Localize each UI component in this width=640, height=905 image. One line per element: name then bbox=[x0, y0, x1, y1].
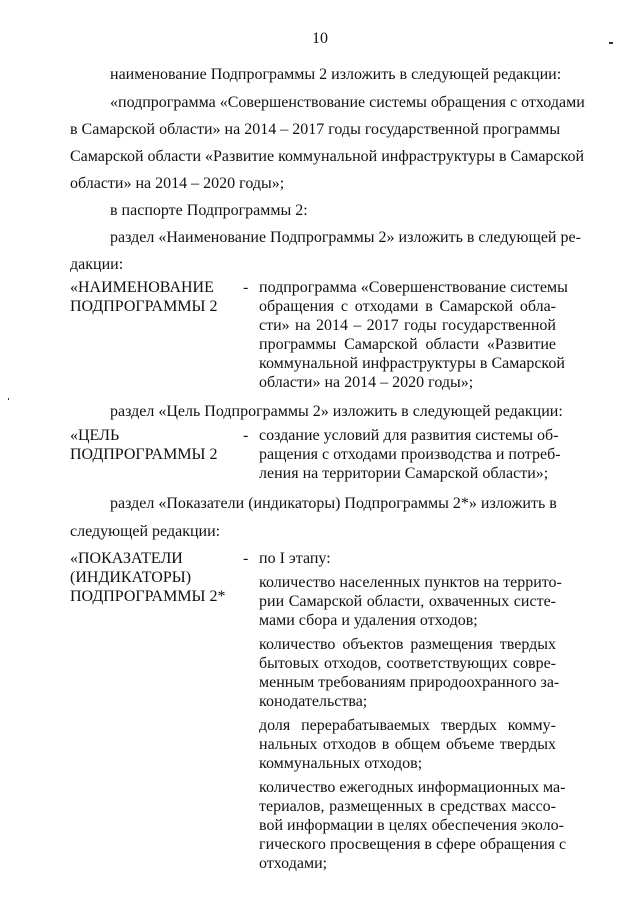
section-label: «ЦЕЛЬ bbox=[70, 427, 120, 444]
scan-speck bbox=[8, 398, 9, 400]
section-dash: - bbox=[243, 279, 249, 296]
indicator-line: менным требованиям природоохранного за- bbox=[259, 674, 560, 691]
indicator-line: отходами; bbox=[259, 855, 328, 872]
section-label: «НАИМЕНОВАНИЕ bbox=[70, 279, 214, 296]
section-value-line: ращения с отходами производства и потреб- bbox=[259, 446, 561, 463]
section-label: (ИНДИКАТОРЫ) bbox=[70, 569, 192, 586]
text-line: Самарской области «Развитие коммунальной инфраструктуры в Самарской bbox=[70, 148, 585, 165]
section-value-line: сти» на 2014 – 2017 годы государственной bbox=[259, 317, 556, 334]
section-label: ПОДПРОГРАММЫ 2* bbox=[70, 588, 226, 605]
section-value-line: подпрограмма «Совершенствование системы bbox=[259, 279, 568, 296]
indicator-line: мами сбора и удаления отходов; bbox=[259, 612, 478, 629]
section-dash: - bbox=[243, 550, 249, 567]
text-line: «подпрограмма «Совершенствование системы обращения с отходами bbox=[110, 94, 585, 111]
indicator-line: рии Самарской области, охваченных систе- bbox=[259, 593, 556, 610]
indicator-line: коммунальных отходов; bbox=[259, 755, 423, 772]
indicator-line: гического просвещения в сфере обращения с bbox=[259, 836, 567, 853]
section-label: ПОДПРОГРАММЫ 2 bbox=[70, 298, 218, 315]
page-number: 10 bbox=[312, 30, 328, 47]
indicator-line: вой информации в целях обеспечения эколо- bbox=[259, 817, 564, 834]
text-line: раздел «Наименование Подпрограммы 2» изложить в следующей ре- bbox=[110, 229, 581, 246]
text-line: области» на 2014 – 2020 годы»; bbox=[70, 175, 285, 192]
text-line: следующей редакции: bbox=[70, 523, 221, 540]
section-value-line: области» на 2014 – 2020 годы»; bbox=[259, 374, 474, 391]
section-value-line: коммунальной инфраструктуры в Самарской bbox=[259, 355, 565, 372]
indicator-line: количество ежегодных информационных ма- bbox=[259, 779, 566, 796]
scan-speck bbox=[609, 42, 613, 44]
text-line: в паспорте Подпрограммы 2: bbox=[110, 202, 308, 219]
text-line: наименование Подпрограммы 2 изложить в следующей редакции: bbox=[110, 66, 562, 83]
stage-label: по I этапу: bbox=[259, 550, 331, 567]
indicator-line: доля перерабатываемых твердых комму- bbox=[259, 717, 556, 734]
section-value-line: программы Самарской области «Развитие bbox=[259, 336, 556, 353]
text-line: раздел «Цель Подпрограммы 2» изложить в следующей редакции: bbox=[110, 403, 563, 420]
indicator-line: конодательства; bbox=[259, 693, 368, 710]
text-line: в Самарской области» на 2014 – 2017 годы государственной программы bbox=[70, 121, 561, 138]
indicator-line: нальных отходов в общем объеме твердых bbox=[259, 736, 556, 753]
text-line: раздел «Показатели (индикаторы) Подпрограммы 2*» изложить в bbox=[110, 495, 557, 512]
indicator-line: териалов, размещенных в средствах массо- bbox=[259, 798, 556, 815]
indicator-line: бытовых отходов, соответствующих совре- bbox=[259, 655, 556, 672]
section-label: «ПОКАЗАТЕЛИ bbox=[70, 550, 183, 567]
indicator-line: количество населенных пунктов на террито- bbox=[259, 574, 562, 591]
text-line: дакции: bbox=[70, 256, 124, 273]
indicator-line: количество объектов размещения твердых bbox=[259, 636, 556, 653]
section-value-line: создание условий для развития системы об- bbox=[259, 427, 559, 444]
section-label: ПОДПРОГРАММЫ 2 bbox=[70, 446, 218, 463]
section-value-line: ления на территории Самарской области»; bbox=[259, 465, 549, 482]
section-dash: - bbox=[243, 427, 249, 444]
section-value-line: обращения с отходами в Самарской обла- bbox=[259, 298, 556, 315]
